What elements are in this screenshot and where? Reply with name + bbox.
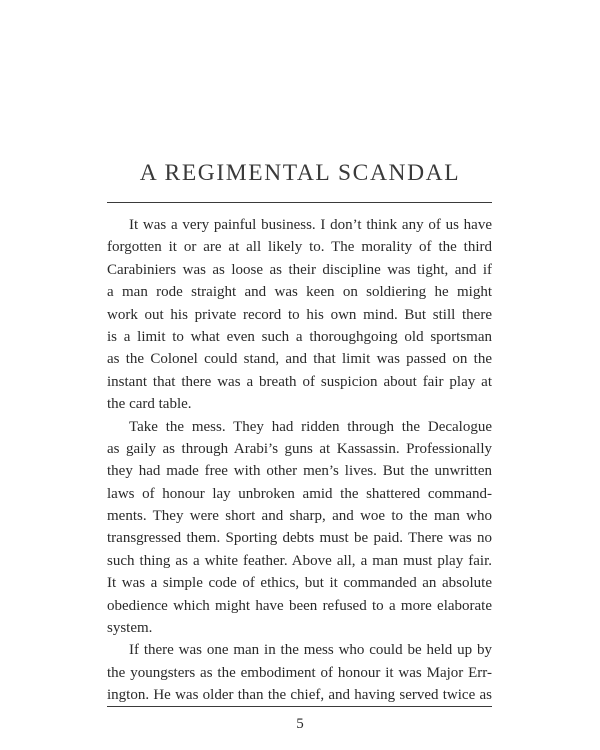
text-line: the youngsters as the embodiment of honour it was Major Err-: [107, 664, 492, 681]
text-line: they had made free with other men’s lives. But the unwritten: [107, 463, 492, 480]
text-line: If there was one man in the mess who could be held up by: [129, 642, 492, 659]
text-line: ington. He was older than the chief, and having served twice as: [107, 687, 492, 704]
text-line: forgotten it or are at all likely to. The morality of the third: [107, 239, 492, 256]
paragraph-3: [107, 639, 492, 706]
text-line: such thing as a white feather. Above all, a man must play fair.: [107, 552, 492, 569]
text-line: is a limit to what even such a thoroughgoing old sportsman: [107, 328, 492, 345]
text-line: obedience which might have been refused to a more elaborate: [107, 597, 492, 614]
paragraph-1: [107, 214, 492, 416]
text-line: transgressed them. Sporting debts must be paid. There was no: [107, 530, 492, 547]
text-line: work out his private record to his own mind. But still there: [107, 306, 492, 323]
text-line: laws of honour lay unbroken amid the shattered command-: [107, 485, 492, 502]
paragraph-2: [107, 416, 492, 640]
footer-rule: [107, 706, 492, 707]
text-line: system.: [107, 620, 153, 637]
text-line: It was a very painful business. I don’t think any of us have: [129, 217, 492, 233]
text-line: Carabiniers was as loose as their discipline was tight, and if: [107, 261, 492, 278]
text-line: the card table.: [107, 396, 192, 413]
chapter-title: A REGIMENTAL SCANDAL: [139, 160, 461, 186]
text-line: instant that there was a breath of suspicion about fair play at: [107, 373, 492, 390]
text-line: ments. They were short and sharp, and woe to the man who: [107, 508, 492, 525]
text-line: It was a simple code of ethics, but it commanded an absolute: [107, 575, 492, 592]
body-text: [107, 214, 492, 707]
text-line: Take the mess. They had ridden through the Decalogue: [129, 418, 492, 435]
page-number: 5: [296, 716, 304, 732]
text-line: as gaily as through Arabi’s guns at Kassassin. Professionally: [107, 440, 492, 457]
text-line: as the Colonel could stand, and that limit was passed on the: [107, 351, 492, 368]
text-line: a man rode straight and was keen on soldiering he might: [107, 284, 492, 301]
header-rule: [107, 202, 492, 203]
